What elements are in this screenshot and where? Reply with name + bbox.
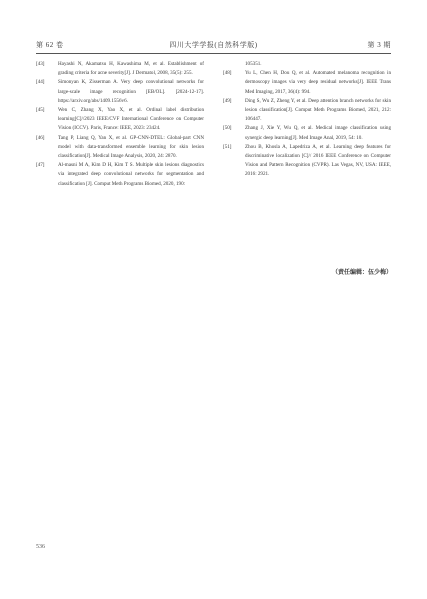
reference-column-left — [36, 60, 204, 189]
page-number: 536 — [36, 544, 45, 550]
reference-item — [36, 78, 204, 106]
reference-number: [43] — [36, 61, 45, 67]
reference-text: Ding S, Wu Z, Zheng Y, et al. Deep attention branch networks for skin lesion classification[J]. Comput Meth Programs Biomed, 2021, 212: 106447. — [245, 97, 391, 123]
reference-continuation — [223, 60, 391, 69]
reference-text: Tang P, Liang Q, Yan X, et al. GP-CNN-DTEL: Global-part CNN model with data-transformed ensemble learning for skin lesion classification[J]. Medical Image Analysis, 2020, 24: 2870. — [58, 134, 204, 160]
reference-item — [36, 161, 204, 189]
reference-text: Zhang J, Xie Y, Wu Q, et al. Medical image classification using synergic deep learning[J]. Med Image Anal, 2019, 54: 10. — [245, 125, 391, 141]
reference-text: Yu L, Chen H, Dou Q, et al. Automated melanoma recognition in dermoscopy images via very deep residual networks[J]. IEEE Trans Med Imaging, 2017, 36(4): 994. — [245, 70, 391, 95]
reference-number: [46] — [36, 134, 45, 141]
reference-item — [223, 69, 391, 97]
reference-text: Hayashi N, Akamatsu H, Kawashima M, et al. Establishment of grading criteria for acne severity[J]. J Dermatol, 2008, 35(5): 255. — [58, 61, 204, 77]
reference-item — [36, 134, 204, 162]
reference-number: [44] — [36, 79, 45, 86]
reference-item — [36, 60, 204, 78]
reference-number: [45] — [36, 107, 45, 114]
journal-title: 四川大学学报(自然科学版) — [169, 41, 258, 49]
reference-column-right — [223, 60, 391, 180]
reference-item — [223, 97, 391, 125]
reference-item — [223, 124, 391, 142]
reference-number: [48] — [223, 70, 232, 77]
running-header — [36, 38, 391, 52]
reference-item — [36, 106, 204, 134]
reference-number: [51] — [223, 143, 232, 150]
reference-text: Wen C, Zhang X, Yao X, et al. Ordinal label distribution learning[C]//2023 IEEE/CVF International Conference on Computer Vision (ICCV). Paris, France: IEEE, 2023: 23424. — [58, 107, 204, 132]
issue-label: 第 3 期 — [367, 41, 391, 49]
reference-text: Al-masni M A, Kim D H, Kim T S. Multiple skin lesions diagnostics via integrated deep convolutional networks for segmentation and classification [J]. Comput Meth Programs Biomed, 2020, 190: — [58, 162, 204, 187]
reference-number: [47] — [36, 162, 45, 169]
reference-text: Zhou B, Khosla A, Lapedriza A, et al. Learning deep features for discriminative localization [C]// 2016 IEEE Conference on Computer Vision and Pattern Recognition (CVPR). Las Vegas, NV, USA: IEEE, 2016: 2921. — [245, 143, 391, 178]
reference-text: 105351. — [245, 61, 262, 67]
header-rule — [36, 53, 391, 54]
volume-label: 第 62 卷 — [36, 41, 64, 49]
reference-number: [50] — [223, 125, 232, 132]
reference-number: [49] — [223, 97, 232, 104]
reference-text: Simonyan K, Zisserman A. Very deep convolutional networks for large-scale image recognition [EB/OL]. [2024-12-17]. https://arxiv.org/abs/1409.1556v6. — [58, 79, 204, 104]
responsible-editor: （责任编辑：伍少梅） — [331, 269, 392, 276]
reference-item — [223, 143, 391, 180]
